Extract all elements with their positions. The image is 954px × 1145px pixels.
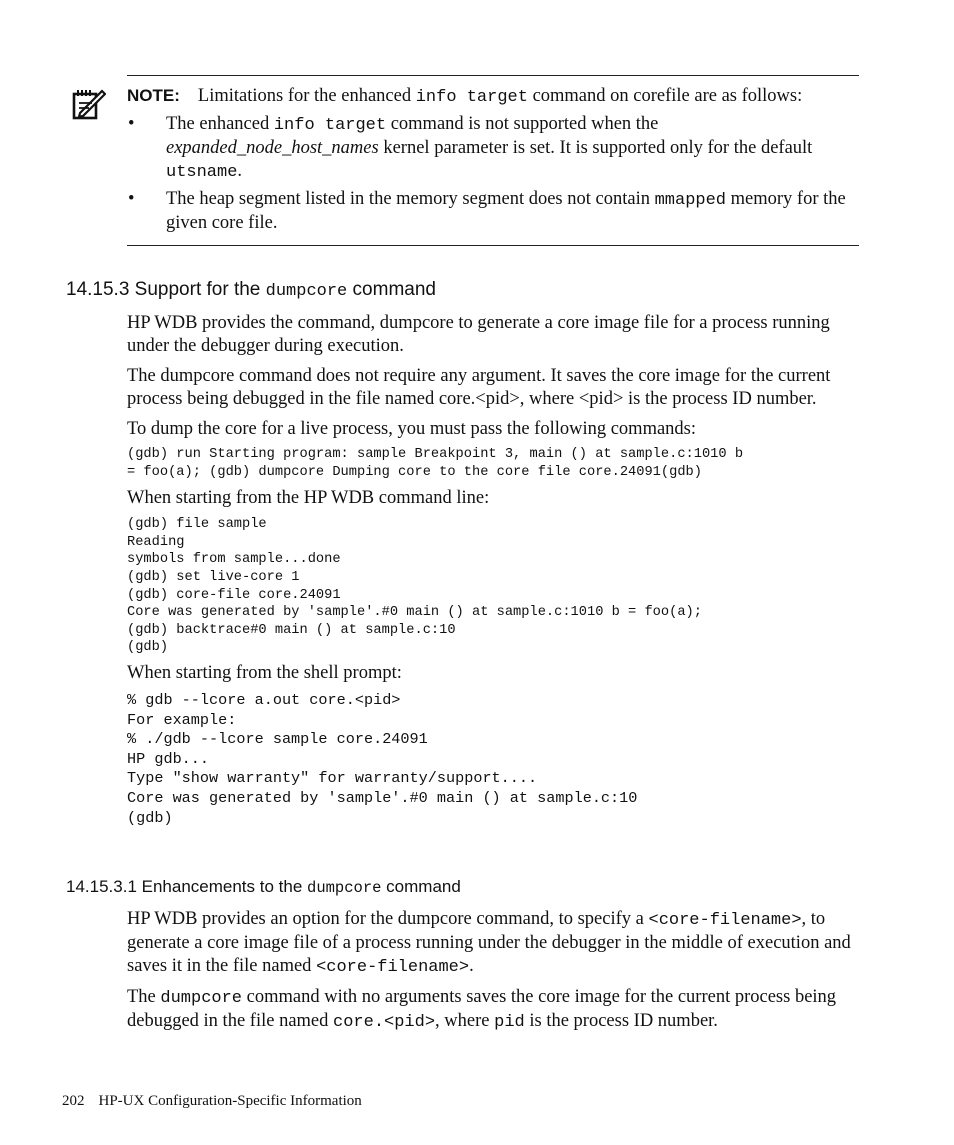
heading-text: 14.15.3.1 Enhancements to the: [66, 877, 308, 896]
inline-code: core.<pid>: [333, 1013, 436, 1032]
paragraph-text: , where: [435, 1011, 495, 1031]
bullet-text: command is not supported when the: [386, 114, 659, 134]
bullet-text: .: [237, 161, 243, 181]
bullet-code: mmapped: [654, 191, 727, 210]
heading-text: command: [347, 279, 436, 300]
subsection-heading: [66, 877, 461, 897]
note-icon: [72, 86, 106, 120]
heading-text: command: [381, 877, 461, 896]
note-bullet-2: [127, 188, 859, 235]
heading-text: 14.15.3 Support for the: [66, 279, 266, 300]
note-label: NOTE:: [127, 86, 180, 105]
inline-code: <core-filename>: [316, 958, 470, 977]
code-block-live-process: (gdb) run Starting program: sample Breakpoint 3, main () at sample.c:1010 b = foo(a); (gdb) dumpcore Dumping core to the core file core.24091(gdb): [127, 447, 744, 480]
paragraph: When starting from the HP WDB command line:: [127, 488, 490, 509]
bullet-text: The enhanced: [166, 114, 274, 134]
note-bullet-list: [127, 113, 859, 235]
paragraph-text: command with no arguments saves the core image for the current process being debugged in the file named: [127, 987, 837, 1031]
paragraph: [127, 908, 862, 979]
note-bullet-1: [127, 113, 859, 184]
bullet-code: utsname: [166, 163, 238, 182]
note-intro: [127, 84, 859, 109]
page-footer: [62, 1093, 362, 1110]
heading-code: dumpcore: [307, 879, 382, 897]
inline-code: <core-filename>: [648, 911, 802, 930]
section-body: [127, 312, 862, 828]
subsection-body: [127, 908, 862, 1041]
heading-code: dumpcore: [265, 282, 348, 301]
note-code: info target: [415, 88, 528, 107]
page-number: 202: [62, 1093, 85, 1109]
paragraph-text: , to generate a core image file of a process running under the debugger in the middle of execution and saves it in the file named: [127, 909, 851, 976]
paragraph: When starting from the shell prompt:: [127, 662, 402, 683]
note-box: [127, 75, 859, 246]
paragraph: HP WDB provides the command, dumpcore to generate a core image file for a process running under the debugger during execution.: [127, 313, 830, 356]
paragraph-text: HP WDB provides an option for the dumpcore command, to specify a: [127, 909, 649, 929]
bullet-text: kernel parameter is set. It is supported only for the default: [378, 138, 813, 158]
code-block-shell-prompt: % gdb --lcore a.out core.<pid> For example: % ./gdb --lcore sample core.24091 HP gdb... Type "show warranty" for warranty/support.... Core was generated by 'sample'.#0 main () at sample.c:10 (gdb): [127, 690, 638, 827]
paragraph: The dumpcore command does not require any argument. It saves the core image for the current process being debugged in the file named core.<pid>, where <pid> is the process ID number.: [127, 366, 831, 409]
code-block-wdb-command-line: (gdb) file sample Reading symbols from sample...done (gdb) set live-core 1 (gdb) core-file core.24091 Core was generated by 'sample'.#0 main () at sample.c:1010 b = foo(a); (gdb) backtrace#0 main () at sample.c:10 (gdb): [127, 517, 702, 656]
bullet-text: The heap segment listed in the memory segment does not contain: [166, 189, 655, 209]
section-heading: [66, 279, 436, 301]
bullet-text: memory for the given core file.: [166, 189, 846, 233]
paragraph: [127, 986, 862, 1034]
paragraph-text: is the process ID number.: [524, 1011, 718, 1031]
paragraph-text: The: [127, 987, 161, 1007]
note-text: command on corefile are as follows:: [527, 86, 803, 106]
inline-code: pid: [494, 1013, 525, 1032]
running-title: HP-UX Configuration-Specific Information: [98, 1093, 362, 1109]
inline-code: dumpcore: [160, 989, 243, 1008]
bullet-code: info target: [273, 116, 387, 135]
paragraph-text: .: [469, 956, 474, 976]
paragraph: To dump the core for a live process, you must pass the following commands:: [127, 419, 697, 439]
bullet-emphasis: expanded_node_host_names: [166, 138, 379, 158]
note-text: Limitations for the enhanced: [197, 86, 416, 106]
